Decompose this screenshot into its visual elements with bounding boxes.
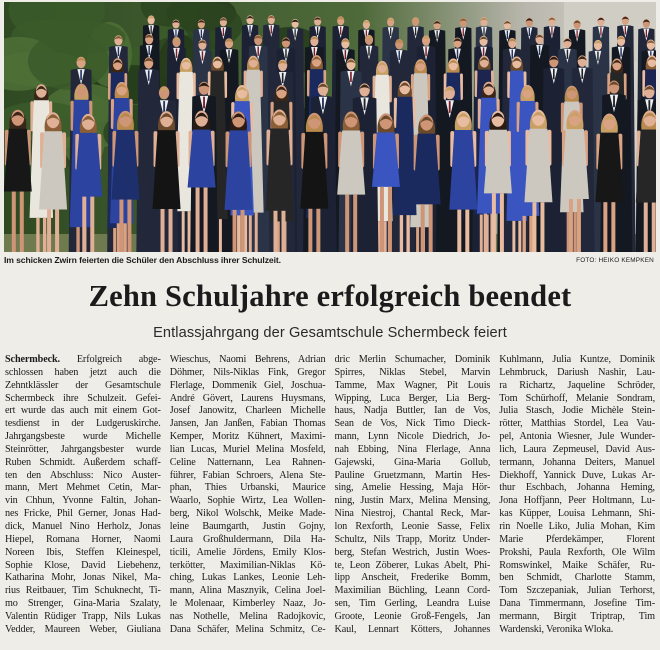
tie bbox=[529, 28, 530, 36]
tie bbox=[436, 31, 437, 39]
column-line: Groote, Leonie Groß-Fengels, Jan bbox=[334, 610, 491, 622]
tie bbox=[567, 50, 568, 59]
leg bbox=[540, 202, 544, 252]
leg bbox=[169, 209, 173, 252]
leg bbox=[241, 210, 245, 252]
photo-credit: FOTO: HEIKO KEMPKEN bbox=[576, 256, 654, 264]
column-line: Maximilian Büchling, Leann Cord- bbox=[334, 585, 491, 597]
leg bbox=[127, 200, 131, 252]
leg bbox=[484, 214, 487, 252]
leg bbox=[500, 193, 504, 252]
column-line: lon Rexforth, Leonie Sasse, Felix bbox=[334, 520, 491, 532]
leg bbox=[492, 193, 496, 252]
column-line: Waarlo, Sophie Wirtz, Lea Wollen- bbox=[169, 495, 326, 507]
tie bbox=[314, 48, 315, 57]
column-line: Steinrötter, Jahrgangsbester wurde bbox=[5, 443, 161, 455]
leg bbox=[308, 209, 312, 252]
tie bbox=[151, 26, 152, 34]
tie bbox=[581, 69, 583, 79]
article-column-2 bbox=[170, 354, 326, 637]
column-line: Wardenski, Veronika Wloka. bbox=[499, 623, 614, 635]
column-line: pel, Antonia Wiesner, Jule Wunder- bbox=[499, 431, 655, 443]
photo-caption-bar bbox=[4, 253, 656, 267]
leg bbox=[480, 215, 483, 252]
leg bbox=[465, 210, 469, 252]
tie bbox=[118, 47, 119, 56]
column-line: nah Ebbing, Nina Flerlage, Anna bbox=[334, 443, 491, 455]
leg bbox=[384, 221, 387, 252]
tie bbox=[322, 98, 324, 110]
headline: Zehn Schuljahre erfolgreich beendet bbox=[88, 279, 572, 313]
leg bbox=[47, 210, 51, 252]
column-line: Ruben Schmidt. Außerdem schaff- bbox=[5, 456, 161, 468]
article-body bbox=[5, 354, 655, 637]
leg bbox=[577, 199, 581, 252]
article-column-4 bbox=[499, 354, 655, 637]
column-line: Laura Großhuldermann, Dila Ha- bbox=[169, 533, 326, 545]
column-line: André Gövert, Laurens Huysmans, bbox=[169, 392, 326, 404]
column-line: nes Fricke, Phil Gerner, Jonas Had- bbox=[5, 508, 161, 520]
tie bbox=[340, 27, 341, 35]
tie bbox=[625, 26, 626, 34]
column-line: te, Leon Zöberer, Lukas Abelt, Phi- bbox=[334, 559, 491, 571]
column-line: Schermbeck ihre Schulzeit. Gefei- bbox=[5, 392, 161, 404]
tie bbox=[257, 47, 258, 56]
column-line: ching, Lukas Lankes, Leonie Leh- bbox=[169, 572, 326, 584]
tie bbox=[483, 27, 484, 35]
tie bbox=[249, 26, 250, 34]
column-line: Diekhoff, Yannick Duve, Lukas Ar- bbox=[499, 469, 655, 481]
column-line: ert wurde das auch mit einem Got- bbox=[5, 405, 161, 417]
tie bbox=[457, 49, 458, 58]
tie bbox=[449, 101, 451, 113]
column-line: Sean de Vos, Nick Timo Dieck- bbox=[334, 418, 491, 430]
leg bbox=[569, 199, 573, 252]
column-line: Tamme, Max Wagner, Pit Louis bbox=[334, 379, 491, 391]
column-line: berg, Nikol Wolschk, Meike Made- bbox=[169, 508, 326, 520]
column-line: Kaul, Lennart Kötters, Johannes bbox=[334, 623, 491, 635]
column-line: Pauline Gruetzmann, Martin Hes- bbox=[334, 469, 491, 481]
article-column-1 bbox=[5, 354, 161, 637]
column-line: Sophie Klose, David Liebehenz, bbox=[5, 559, 161, 571]
tie bbox=[368, 46, 369, 55]
column-line: Jona Hoffjann, Peer Holtmann, Lu- bbox=[499, 495, 655, 507]
column-line: Dana Timmermann, Josefine Tim- bbox=[499, 598, 655, 610]
leg bbox=[233, 210, 237, 252]
tie bbox=[175, 30, 176, 38]
tie bbox=[507, 31, 508, 39]
leg bbox=[512, 221, 515, 252]
leg bbox=[249, 213, 252, 252]
tie bbox=[271, 25, 272, 33]
tie bbox=[539, 46, 540, 55]
subheadline: Entlassjahrgang der Gesamtschule Schermbeck feiert bbox=[153, 325, 507, 341]
leg bbox=[219, 219, 222, 252]
tie bbox=[620, 47, 621, 56]
column-line: Prokshi, Paula Rexforth, Ole Wilm bbox=[499, 546, 655, 558]
leg bbox=[611, 202, 615, 252]
tie bbox=[148, 70, 150, 80]
column-line: Jahrgangsbeste wurde Michelle bbox=[5, 431, 161, 443]
column-line: rin Noelle Liko, Julia Mohan, Kim bbox=[499, 520, 655, 532]
column-line: Julia Stasch, Jodie Michèle Stein- bbox=[499, 405, 655, 417]
tie bbox=[364, 98, 366, 110]
column-line: lipp Anscheit, Frederike Bomm, bbox=[334, 572, 491, 584]
column-line: rius Reitbauer, Tim Schuknecht, Ti- bbox=[5, 585, 161, 597]
tie bbox=[201, 30, 202, 38]
leg bbox=[20, 192, 24, 252]
tie bbox=[597, 52, 598, 61]
leg bbox=[255, 213, 258, 252]
tie bbox=[80, 70, 82, 80]
column-line: schlossen haben jetzt auch die bbox=[5, 366, 161, 378]
leg bbox=[380, 187, 384, 252]
column-line: thur Eschbach, Johanna Heming, bbox=[499, 482, 655, 494]
column-line: tesdienst in der Ludgeruskirche. bbox=[5, 418, 161, 430]
tie bbox=[228, 50, 229, 59]
article-column-3 bbox=[335, 354, 491, 637]
column-line: vin Chhun, Yvonne Faltin, Johan- bbox=[5, 495, 161, 507]
column-line: dric Merlin Schumacher, Dominik bbox=[334, 354, 491, 365]
column-line: nas Nothelle, Melina Radojkovic, bbox=[169, 610, 326, 622]
leg bbox=[273, 211, 277, 252]
group-photo-image bbox=[4, 2, 656, 252]
dateline: Schermbeck. bbox=[5, 354, 60, 365]
column-line: ning, Justin Marx, Melina Mensing, bbox=[334, 495, 491, 507]
leg bbox=[43, 218, 46, 252]
column-line: Hiepel, Romana Horner, Naomi bbox=[5, 533, 161, 545]
column-line: Wipping, Luca Berger, Lia Berg- bbox=[334, 392, 491, 404]
tie bbox=[203, 97, 205, 109]
leg bbox=[388, 187, 392, 252]
leg bbox=[119, 200, 123, 252]
column-line: haus, Nadja Buttler, Ian de Vos, bbox=[334, 405, 491, 417]
column-line: terkötter, Maximilian-Niklas Kö- bbox=[169, 559, 326, 571]
tie bbox=[648, 100, 650, 112]
leg bbox=[353, 195, 357, 252]
column-line: Jansen, Jan Janßen, Fabian Thomas bbox=[169, 418, 326, 430]
tie bbox=[202, 51, 203, 60]
column-line: ra Richartz, Jaqueline Schröder, bbox=[499, 379, 655, 391]
column-line: Kemper, Moritz Kühnert, Maximi- bbox=[169, 431, 326, 443]
column-line: Valentin Rüdiger Trapp, Nils Lukas bbox=[5, 610, 161, 622]
column-line: berg, Stefan Westrich, Justin Woes- bbox=[334, 546, 491, 558]
column-line: mann, Alina Masznyik, Celina Joel- bbox=[169, 585, 326, 597]
leg bbox=[113, 228, 116, 252]
column-line: Kuhlmann, Julia Kuntze, Dominik bbox=[499, 354, 655, 365]
column-line: Zehntklässler der Gesamtschule bbox=[5, 379, 161, 391]
tie bbox=[613, 95, 615, 107]
column-line: Dana Schäfer, Melina Schmitz, Ce- bbox=[169, 623, 326, 635]
tie bbox=[646, 29, 647, 37]
leg bbox=[345, 195, 349, 252]
column-line: lich, Laura Zepmeusel, David Aus- bbox=[499, 443, 655, 455]
column-line: lian Lucas, Muriel Melina Mosfeld, bbox=[169, 443, 326, 455]
tie bbox=[148, 46, 149, 55]
leg bbox=[123, 223, 126, 252]
leg bbox=[82, 197, 86, 252]
first-line-text: Erfolgreich abge- bbox=[76, 354, 161, 365]
leg bbox=[532, 202, 536, 252]
leg bbox=[603, 202, 607, 252]
group-photo bbox=[4, 2, 656, 252]
tree-foliage bbox=[28, 32, 109, 89]
tie bbox=[317, 27, 318, 35]
tie bbox=[512, 50, 513, 59]
tie bbox=[345, 50, 346, 59]
tie bbox=[463, 28, 464, 36]
leg bbox=[90, 197, 94, 252]
tie bbox=[483, 47, 484, 56]
leg bbox=[237, 215, 240, 252]
tie bbox=[398, 51, 399, 60]
column-line: Tom Schürhoff, Melanie Sondram, bbox=[499, 392, 655, 404]
leg bbox=[400, 215, 403, 252]
column-line: leine Baumgarth, Justin Gojny, bbox=[169, 520, 326, 532]
column-line: le Molenaar, Kimberley Naaz, Jo- bbox=[169, 598, 326, 610]
column-line: ben Schmidt, Charlotte Stamm, bbox=[499, 572, 655, 584]
tie bbox=[425, 47, 426, 56]
column-line: Spirres, Niklas Stebel, Marvin bbox=[334, 366, 491, 378]
tie bbox=[390, 28, 391, 36]
tie bbox=[163, 101, 165, 113]
column-line: Gajewski, Gina-Maria Gollub, bbox=[334, 456, 491, 468]
leg bbox=[457, 210, 461, 252]
leg bbox=[644, 203, 648, 252]
column-line: mann, Lynn Nicole Diedrich, Jo- bbox=[334, 431, 491, 443]
tie bbox=[285, 49, 286, 58]
leg bbox=[55, 210, 59, 252]
column-line: Vedder, Maureen Weber, Giuliana bbox=[5, 623, 161, 635]
leg bbox=[36, 218, 39, 252]
leg bbox=[161, 209, 165, 252]
column-line: Romswinkel, Maike Schäfer, Ru- bbox=[499, 559, 655, 571]
leg bbox=[76, 227, 79, 252]
tie bbox=[282, 73, 284, 83]
leg bbox=[523, 216, 526, 252]
column-line: rötter, Matthias Stordel, Lea Vau- bbox=[499, 418, 655, 430]
leg bbox=[421, 204, 425, 252]
leg bbox=[188, 211, 191, 252]
tie bbox=[415, 27, 416, 35]
column-line: Lehmbruck, Dariush Nashir, Lau- bbox=[499, 366, 655, 378]
leg bbox=[281, 211, 285, 252]
leg bbox=[12, 192, 16, 252]
leg bbox=[416, 227, 419, 252]
column-line: dick, Manuel Nino Herholz, Jonas bbox=[5, 520, 161, 532]
column-line: ticili, Amelie Jördens, Emily Klos- bbox=[169, 546, 326, 558]
leg bbox=[529, 216, 532, 252]
tie bbox=[576, 30, 577, 38]
leg bbox=[429, 204, 433, 252]
tie bbox=[223, 28, 224, 36]
tie bbox=[553, 69, 555, 79]
leg bbox=[316, 209, 320, 252]
column-line: mann, Mert Mehmet Cetin, Mar- bbox=[5, 482, 161, 494]
leg bbox=[196, 188, 200, 252]
column-line: Flerlage, Dommenik Giel, Joschua- bbox=[169, 379, 326, 391]
tie bbox=[294, 29, 295, 37]
column-line: Wieschus, Naomi Behrens, Adrian bbox=[169, 354, 326, 365]
column-line: führer, Fabian Schroers, Alena Ste- bbox=[169, 469, 326, 481]
leg bbox=[204, 188, 208, 252]
column-line: ten den Abschluss: Nico Auster- bbox=[5, 469, 161, 481]
photo-caption: Im schicken Zwirn feierten die Schüler den Abschluss ihrer Schulzeit. bbox=[4, 255, 281, 265]
column-line: Josef Janowitz, Charleen Michelle bbox=[169, 405, 326, 417]
leg bbox=[652, 203, 656, 252]
tie bbox=[350, 72, 352, 82]
column-line: Schultz, Nils Trapp, Moritz Under- bbox=[334, 533, 491, 545]
tie bbox=[176, 49, 177, 58]
column-line: mermann, Birgit Triptrap, Tim bbox=[499, 610, 655, 622]
tie bbox=[551, 27, 552, 35]
column-line: Celine Natternann, Lea Rahnen- bbox=[169, 456, 326, 468]
column-line: termann, Johanna Deiters, Manuel bbox=[499, 456, 655, 468]
tie bbox=[600, 27, 601, 35]
leg bbox=[573, 212, 576, 252]
leg bbox=[518, 221, 521, 252]
column-line: phan, Thies Urbanski, Maurice bbox=[169, 482, 326, 494]
column-line: mo Strenger, Gina-Maria Szalaty, bbox=[5, 598, 161, 610]
column-line: kas Küpper, Louisa Lehmann, Shi- bbox=[499, 508, 655, 520]
column-line: sen, Tim Gerling, Leandra Luise bbox=[334, 598, 491, 610]
column-line: Nina Niestroj, Chantal Reck, Mar- bbox=[334, 508, 491, 520]
column-line: sing, Amelie Hessing, Maja Hör- bbox=[334, 482, 491, 494]
column-line: Noreen Ibis, Steffen Kleinespel, bbox=[5, 546, 161, 558]
column-line: Tom Szczepaniak, Julian Terhorst, bbox=[499, 585, 655, 597]
column-line bbox=[5, 354, 161, 367]
column-line: Marie Pferdekämper, Florent bbox=[499, 533, 655, 545]
column-line: Katharina Mohr, Jonas Nikel, Ma- bbox=[5, 572, 161, 584]
leg bbox=[182, 211, 185, 252]
column-line: Döhmer, Nils-Niklas Fink, Gregor bbox=[169, 366, 326, 378]
leg bbox=[406, 215, 409, 252]
